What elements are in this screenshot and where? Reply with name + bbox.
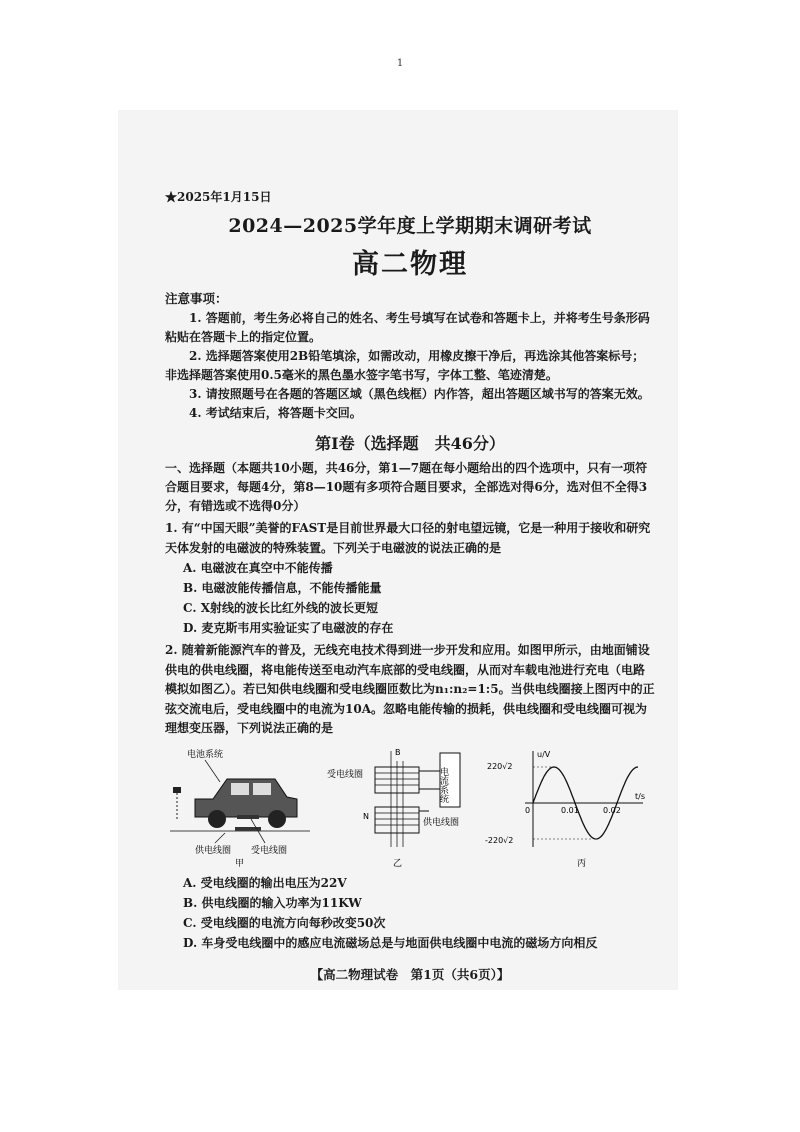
figure-jia-car: [165, 747, 315, 867]
x-tick-label: 0.01: [561, 805, 579, 815]
car-window: [231, 783, 249, 795]
q2-option-c: C. 受电线圈的电流方向每秒改变50次: [183, 915, 386, 930]
section-instructions: 一、选择题（本题共10小题，共46分，第1—7题在每小题给出的四个选项中，只有一项符合题目要求，每题4分，第8—10题有多项符合题目要求，全部选对得6分，选对但不全得3分，有错选或不选得0分）: [165, 461, 648, 513]
supply-coil-label: 供电线圈: [195, 845, 232, 856]
car-wheel-icon: [208, 810, 226, 828]
notes-heading: 注意事项：: [165, 291, 228, 306]
figure-caption: 丙: [577, 858, 587, 867]
exam-date: ★2025年1月15日: [165, 190, 272, 204]
exam-content: [165, 188, 655, 983]
receive-coil-label: 受电线圈: [327, 769, 364, 780]
q1-option-a: A. 电磁波在真空中不能传播: [183, 561, 333, 575]
y-max-label: 220√2: [487, 761, 513, 771]
b-field-label: B: [395, 747, 401, 757]
x-tick-label: 0.02: [603, 805, 621, 815]
figure-caption: 甲: [235, 858, 245, 867]
figure-yi-coils: [325, 747, 475, 867]
y-axis-label: u/V: [537, 749, 551, 759]
note-item: 2. 选择题答案使用2B铅笔填涂，如需改动，用橡皮擦干净后，再选涂其他答案标号；非选择题答案使用0.5毫米的黑色墨水签字笔书写，字体工整、笔迹清楚。: [165, 349, 645, 382]
receive-coil-label: 受电线圈: [251, 845, 288, 856]
q2-option-b: B. 供电线圈的输入功率为11KW: [183, 895, 362, 910]
figure-caption: 乙: [393, 858, 403, 867]
leader-line: [215, 833, 225, 843]
figure-bing-graph: [485, 747, 655, 867]
question-2-stem: 2. 随着新能源汽车的普及，无线充电技术得到进一步开发和应用。如图甲所示，由地面铺设供电的供电线圈，将电能传送至电动汽车底部的受电线圈，从而对车载电池进行充电（电路模拟如图乙）。若已知供电线圈和受电线圈匝数比为n₁:n₂=1:5。当供电线圈接上图丙中的正弦交流电后，受电线圈中的电流为10A。忽略电能传输的损耗，供电线圈和受电线圈可视为理想变压器，下列说法正确的是: [165, 643, 655, 735]
n-pole-label: N: [363, 811, 369, 821]
supply-coil-label: 供电线圈: [423, 817, 460, 828]
note-item: 3. 请按照题号在各题的答题区域（黑色线框）内作答，超出答题区域书写的答案无效。: [189, 387, 650, 401]
note-item: 4. 考试结束后，将答题卡交回。: [189, 406, 362, 420]
x-axis-label: t/s: [635, 791, 645, 801]
note-item: 1. 答题前，考生务必将自己的姓名、考生号填写在试卷和答题卡上，并将考生号条形码粘贴在答题卡上的指定位置。: [165, 311, 650, 344]
current-system-label: 电流系统: [438, 766, 448, 803]
origin-label: 0: [525, 805, 531, 815]
q1-option-c: C. X射线的波长比红外线的波长更短: [183, 601, 379, 615]
q1-option-d: D. 麦克斯韦用实验证实了电磁波的存在: [183, 621, 394, 635]
page-footer: 【高二物理试卷 第1页（共6页）】: [310, 966, 510, 982]
receive-coil-icon: [237, 815, 259, 819]
question-1-stem: 1. 有“中国天眼”美誉的FAST是目前世界最大口径的射电望远镜，它是一种用于接收和研究天体发射的电磁波的特殊装置。下列关于电磁波的说法正确的是: [165, 521, 651, 555]
car-wheel-icon: [268, 810, 286, 828]
car-window: [253, 783, 271, 795]
q2-figures: [165, 747, 655, 867]
page-number: 1: [396, 58, 404, 69]
charging-post-icon: [173, 787, 181, 793]
q1-option-b: B. 电磁波能传播信息，不能传播能量: [183, 581, 382, 595]
y-min-label: -220√2: [485, 835, 514, 845]
battery-system-label: 电池系统: [187, 749, 224, 760]
leader-line: [205, 760, 220, 782]
q2-option-a: A. 受电线圈的输出电压为22V: [183, 875, 347, 890]
exam-title: 2024—2025学年度上学期期末调研考试: [228, 215, 592, 237]
section-title: 第Ⅰ卷（选择题 共46分）: [315, 434, 505, 453]
subject-title: 高二物理: [352, 249, 468, 280]
q2-option-d: D. 车身受电线圈中的感应电流磁场总是与地面供电线圈中电流的磁场方向相反: [183, 935, 598, 950]
